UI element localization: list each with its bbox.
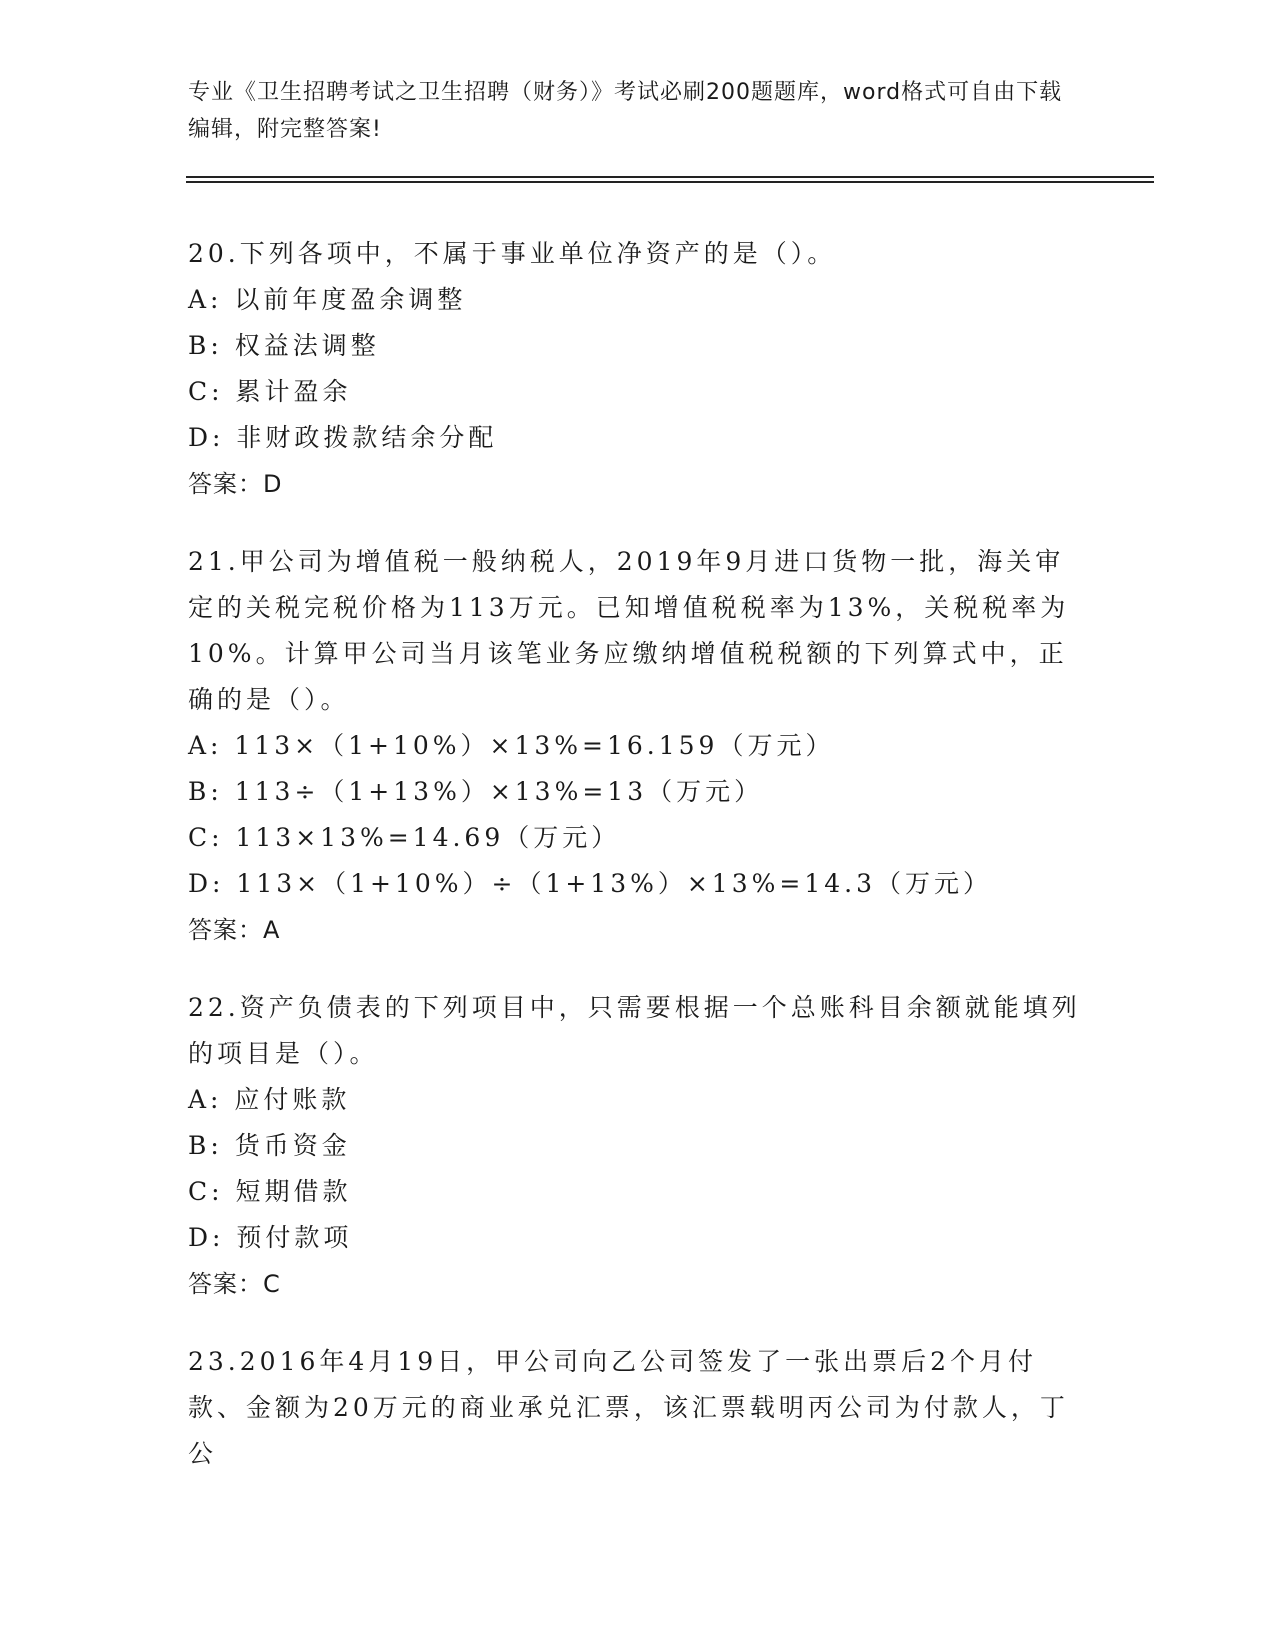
option-b: B: 货币资金	[188, 1131, 351, 1160]
option-c: C: 短期借款	[188, 1177, 352, 1206]
header-rule-top	[186, 176, 1154, 178]
header-rule-bottom	[186, 181, 1154, 183]
question-list	[188, 231, 1088, 1509]
question-22	[188, 985, 1088, 1307]
answer-label: 答案：A	[188, 916, 281, 944]
option-d: D: 非财政拨款结余分配	[188, 423, 498, 452]
option-c: C: 累计盈余	[188, 377, 352, 406]
option-a: A: 应付账款	[188, 1085, 351, 1114]
option-a: A: 以前年度盈余调整	[188, 285, 467, 314]
question-20	[188, 231, 1088, 507]
answer-label: 答案：C	[188, 1270, 281, 1298]
document-header: 专业《卫生招聘考试之卫生招聘（财务）》考试必刷200题题库，word格式可自由下载编辑，附完整答案!	[188, 80, 1063, 142]
option-b: B: 权益法调整	[188, 331, 380, 360]
option-b: B: 113÷（1+13%）×13%=13（万元）	[188, 777, 764, 806]
question-21	[188, 539, 1088, 953]
option-a: A: 113×（1+10%）×13%=16.159（万元）	[188, 731, 835, 760]
question-text: 22.资产负债表的下列项目中，只需要根据一个总账科目余额就能填列的项目是（）。	[188, 993, 1081, 1068]
question-text: 23.2016年4月19日，甲公司向乙公司签发了一张出票后2个月付款、金额为20万元的商业承兑汇票，该汇票载明丙公司为付款人，丁公	[188, 1347, 1069, 1468]
option-c: C: 113×13%=14.69（万元）	[188, 823, 621, 852]
question-text: 21.甲公司为增值税一般纳税人，2019年9月进口货物一批，海关审定的关税完税价格为113万元。已知增值税税率为13%，关税税率为10%。计算甲公司当月该笔业务应缴纳增值税税额的下列算式中，正确的是（）。	[188, 547, 1070, 714]
answer-label: 答案：D	[188, 470, 283, 498]
option-d: D: 预付款项	[188, 1223, 353, 1252]
option-d: D: 113×（1+10%）÷（1+13%）×13%=14.3（万元）	[188, 869, 992, 898]
question-23	[188, 1339, 1088, 1477]
question-text: 20.下列各项中，不属于事业单位净资产的是（）。	[188, 239, 837, 268]
